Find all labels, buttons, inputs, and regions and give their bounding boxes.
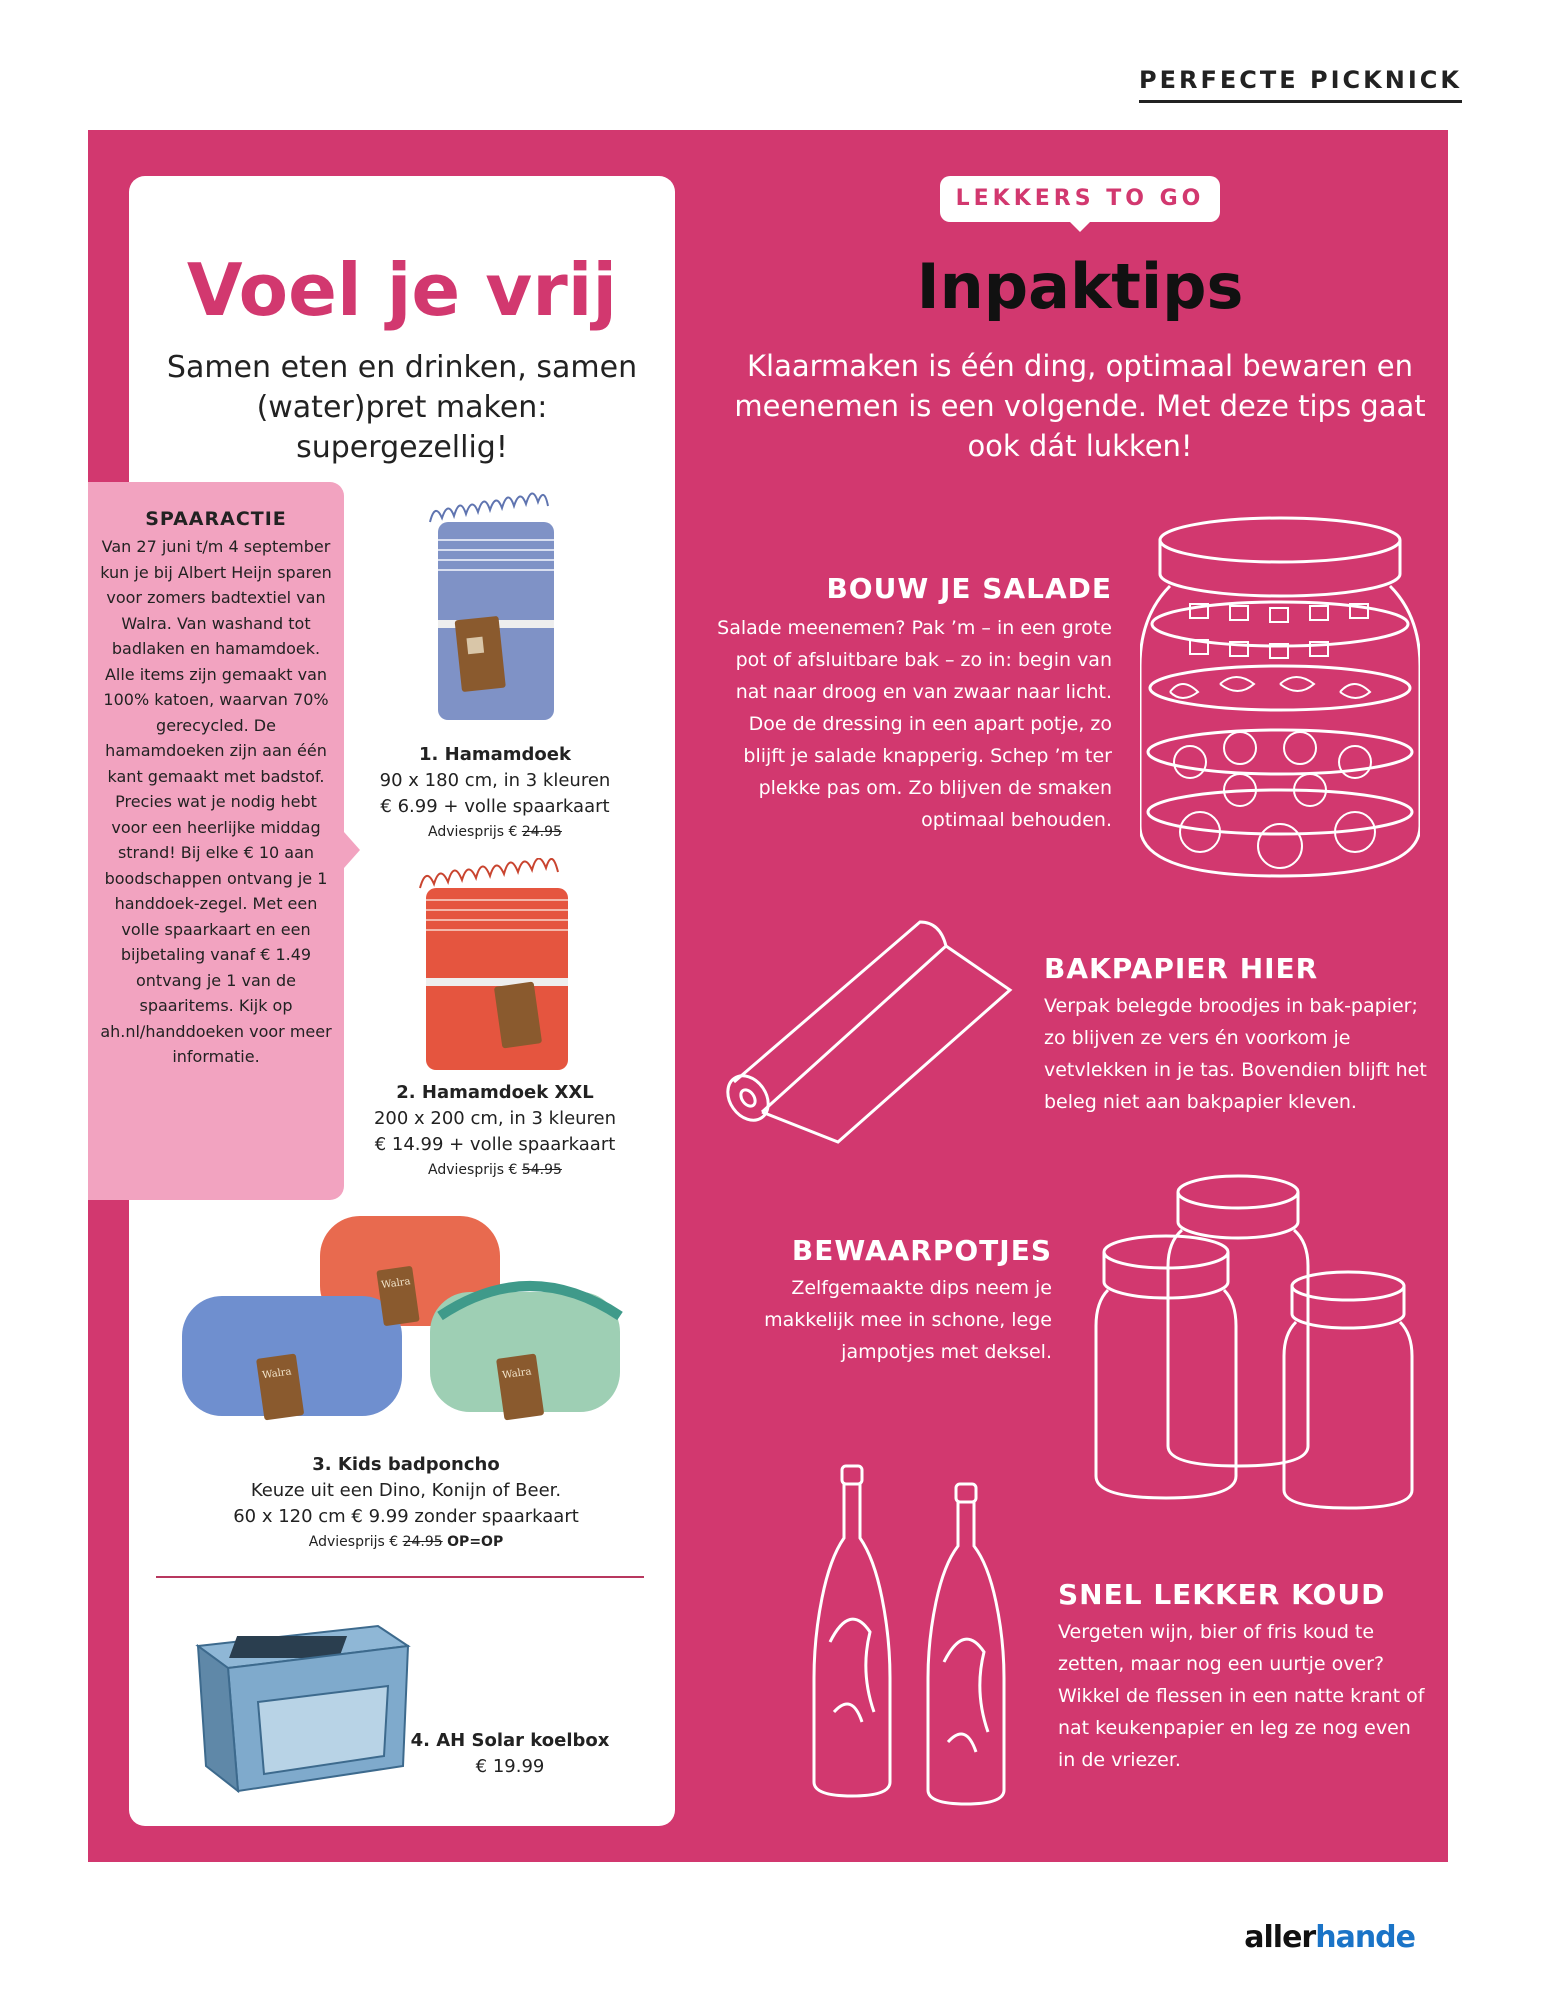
product-4-price: € 19.99 [475,1756,545,1777]
adviesprijs-value: 24.95 [402,1534,443,1550]
product-3-choice: Keuze uit een Dino, Konijn of Beer. [250,1480,562,1501]
towel-fringe [420,858,558,888]
walra-tag-3-text: Walra [261,1366,293,1382]
product-2-adviesprijs [350,1158,640,1182]
walra-tag-2 [494,982,542,1049]
salad-jar-illustration [1140,512,1420,892]
bottles-illustration [806,1462,1046,1822]
adviesprijs-value: 24.95 [521,824,562,840]
spaaractie-box [88,482,344,1200]
jar-back [1168,1176,1308,1466]
tip-2-body: Verpak belegde broodjes in bak-papier; zo blijven ze vers én voorkom je vetvlekken in je tas. Bovendien blijft het beleg niet aan bakpapier kleven. [1044,995,1427,1113]
tip-4-title: SNEL LEKKER KOUD [1058,1578,1386,1611]
towel-fringe [430,493,548,522]
tip-2-title: BAKPAPIER HIER [1044,952,1319,985]
inpaktips-title: Inpaktips [916,250,1244,323]
product-1-info [350,742,640,844]
product-3-price: 60 x 120 cm € 9.99 zonder spaarkaart [233,1506,579,1527]
op-op-label: OP=OP [447,1534,504,1550]
lekkers-to-go-badge: LEKKERS TO GO [940,176,1220,222]
product-3-info [196,1452,616,1554]
adviesprijs-label: Adviesprijs € [308,1534,399,1550]
product-1-price: € 6.99 + volle spaarkaart [380,796,610,817]
koelbox-image [178,1606,418,1796]
hamamdoek-red-image [412,858,582,1078]
bottle-right [928,1484,1004,1804]
walra-tag-5 [496,1354,544,1421]
product-4-info [400,1728,620,1780]
adviesprijs-label: Adviesprijs € [428,1162,518,1178]
divider [156,1576,644,1578]
product-2-price: € 14.99 + volle spaarkaart [374,1134,616,1155]
adviesprijs-label: Adviesprijs € [428,824,518,840]
spaaractie-title: SPAARACTIE [145,508,287,530]
card-title: Voel je vrij [186,248,618,332]
tip-3-body: Zelfgemaakte dips neem je makkelijk mee in schone, lege jampotjes met deksel. [764,1277,1052,1363]
walra-tag-5-text: Walra [501,1366,533,1382]
product-3-name: 3. Kids badponcho [312,1454,500,1475]
walra-tag-4-text: Walra [380,1276,412,1292]
brand-part-a: aller [1244,1920,1316,1955]
product-1-name: 1. Hamamdoek [419,744,571,765]
towel-band [426,978,568,986]
tip-3-title: BEWAARPOTJES [791,1234,1052,1267]
tip-4-body: Vergeten wijn, bier of fris koud te zetten, maar nog een uurtje over? Wikkel de flessen in een natte krant of nat keukenpapier en leg ze nog even in de vriezer. [1058,1621,1425,1771]
product-4-name: 4. AH Solar koelbox [410,1730,610,1751]
product-3-adviesprijs [196,1530,616,1554]
jars-illustration [1086,1170,1416,1510]
baking-paper-illustration [720,910,1020,1160]
walra-tag-3 [256,1354,304,1421]
product-1-size: 90 x 180 cm, in 3 kleuren [379,770,611,791]
brand-part-b: hande [1315,1920,1415,1955]
jar-right [1284,1272,1412,1508]
tip-1-body: Salade meenemen? Pak ’m – in een grote pot of afsluitbare bak – zo in: begin van nat naar droog en van zwaar naar licht. Doe de dressing in een apart potje, zo blijft je salade knapperig. Schep ’m ter plekke pas om. Zo blijven de smaken optimaal behouden. [717,617,1112,831]
walra-tag-1 [455,616,506,692]
card-subtitle: Samen eten en drinken, samen (water)pret maken: supergezellig! [166,350,638,465]
spaaractie-body: Van 27 juni t/m 4 september kun je bij Albert Heijn sparen voor zomers badtextiel van Walra. Van washand tot badlaken en hamamdoek. Alle items zijn gemaakt van 100% katoen, waarvan 70% gerecycled. De hamamdoeken zijn aan één kant gemaakt met badstof. Precies wat je nodig hebt voor een heerlijke middag strand! Bij elke € 10 aan boodschappen ontvang je 1 handdoek-zegel. Met een volle spaarkaart en een bijbetaling vanaf € 1.49 ontvang je 1 van de spaaritems. Kijk op ah.nl/handdoeken voor meer informatie. [100,537,332,1066]
kids-badponcho-image [180,1206,630,1446]
jar-left [1096,1236,1236,1498]
inpaktips-intro: Klaarmaken is één ding, optimaal bewaren en meenemen is een volgende. Met deze tips gaat ook dát lukken! [734,349,1426,463]
adviesprijs-value: 54.95 [521,1162,562,1178]
product-1-adviesprijs [350,820,640,844]
tip-1-title: BOUW JE SALADE [826,572,1112,605]
hamamdoek-blue-image [420,492,570,732]
section-label: PERFECTE PICKNICK [1139,66,1462,103]
product-2-name: 2. Hamamdoek XXL [396,1082,594,1103]
product-2-info [350,1080,640,1182]
product-2-size: 200 x 200 cm, in 3 kleuren [373,1108,617,1129]
allerhande-logo [1244,1920,1415,1955]
bottle-left [814,1466,890,1796]
